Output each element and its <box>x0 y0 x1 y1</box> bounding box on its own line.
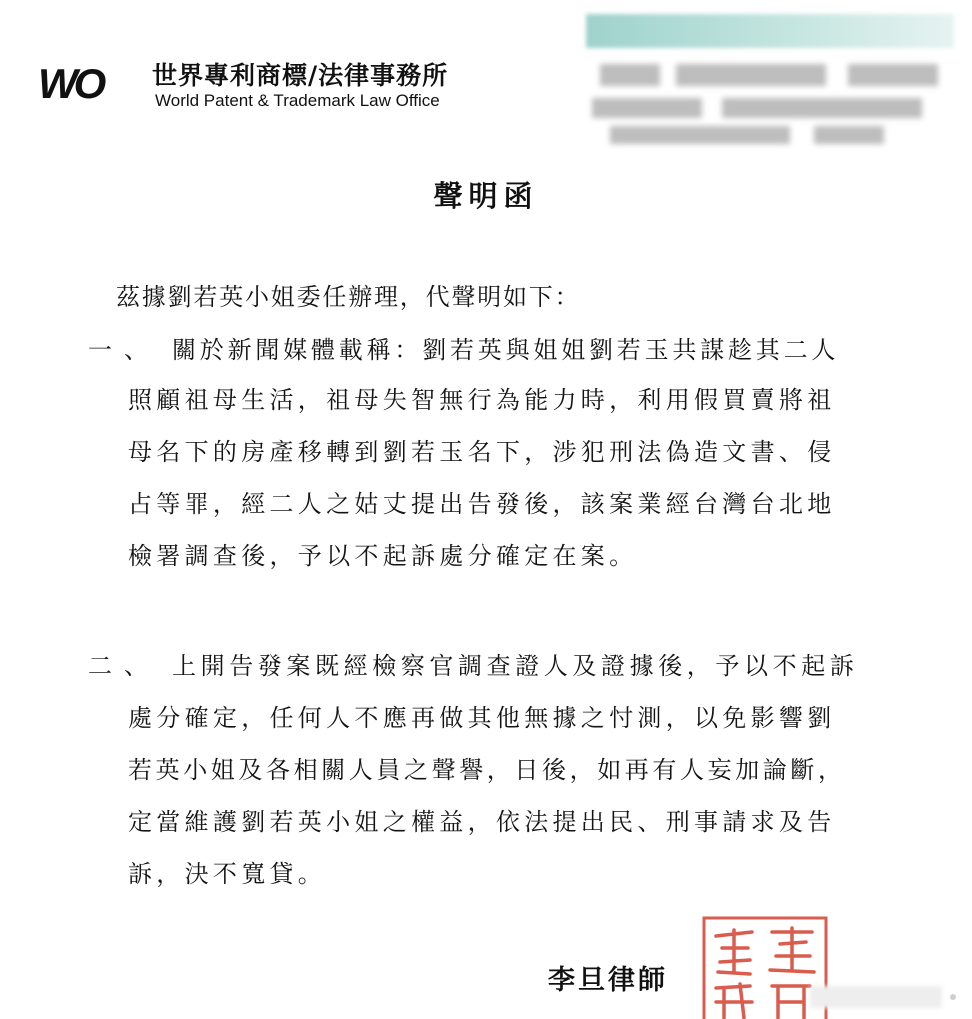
firm-name-english: World Patent & Trademark Law Office <box>155 91 440 110</box>
section-1-marker: 一、 <box>88 336 160 364</box>
redacted-band <box>586 14 954 48</box>
watermark-text-blur <box>810 986 942 1008</box>
lawyer-signature: 李旦律師 <box>548 965 668 996</box>
firm-name-chinese: 世界專利商標/法律事務所 <box>152 61 449 90</box>
intro-line: 茲據劉若英小姐委任辦理，代聲明如下： <box>116 283 581 311</box>
section-2-marker: 二、 <box>88 652 160 680</box>
redacted-block <box>592 98 702 118</box>
section-2-line: 定當維護劉若英小姐之權益，依法提出民、刑事請求及告 <box>128 808 836 836</box>
redacted-block <box>600 64 660 86</box>
svg-text:WO: WO <box>38 60 103 106</box>
section-1-line: 關於新聞媒體載稱：劉若英與姐姐劉若玉共謀趁其二人 <box>172 336 840 364</box>
section-2-line: 處分確定，任何人不應再做其他無據之忖測，以免影響劉 <box>128 704 836 732</box>
watermark <box>810 986 960 1008</box>
document-title: 聲明函 <box>433 179 539 213</box>
redacted-header-area <box>586 14 954 146</box>
redacted-block <box>814 126 884 144</box>
section-1-line: 母名下的房產移轉到劉若玉名下，涉犯刑法偽造文書、侵 <box>128 438 836 466</box>
section-1-line: 照顧祖母生活，祖母失智無行為能力時，利用假買賣將祖 <box>128 386 836 414</box>
section-2-line: 訴，決不寬貸。 <box>128 860 327 888</box>
redacted-block <box>848 64 938 86</box>
section-1-line: 檢署調查後，予以不起訴處分確定在案。 <box>128 542 638 570</box>
section-2-line: 若英小姐及各相關人員之聲譽，日後，如再有人妄加論斷， <box>128 756 846 784</box>
redacted-block <box>676 64 826 86</box>
watermark-dot <box>950 994 956 1000</box>
redacted-block <box>610 126 790 144</box>
section-2-line: 上開告發案既經檢察官調查證人及證據後，予以不起訴 <box>172 652 859 680</box>
redacted-block <box>722 98 922 118</box>
firm-logo <box>38 60 138 106</box>
letterhead <box>38 54 498 114</box>
section-1-line: 占等罪，經二人之姑丈提出告發後，該案業經台灣台北地 <box>128 490 836 518</box>
